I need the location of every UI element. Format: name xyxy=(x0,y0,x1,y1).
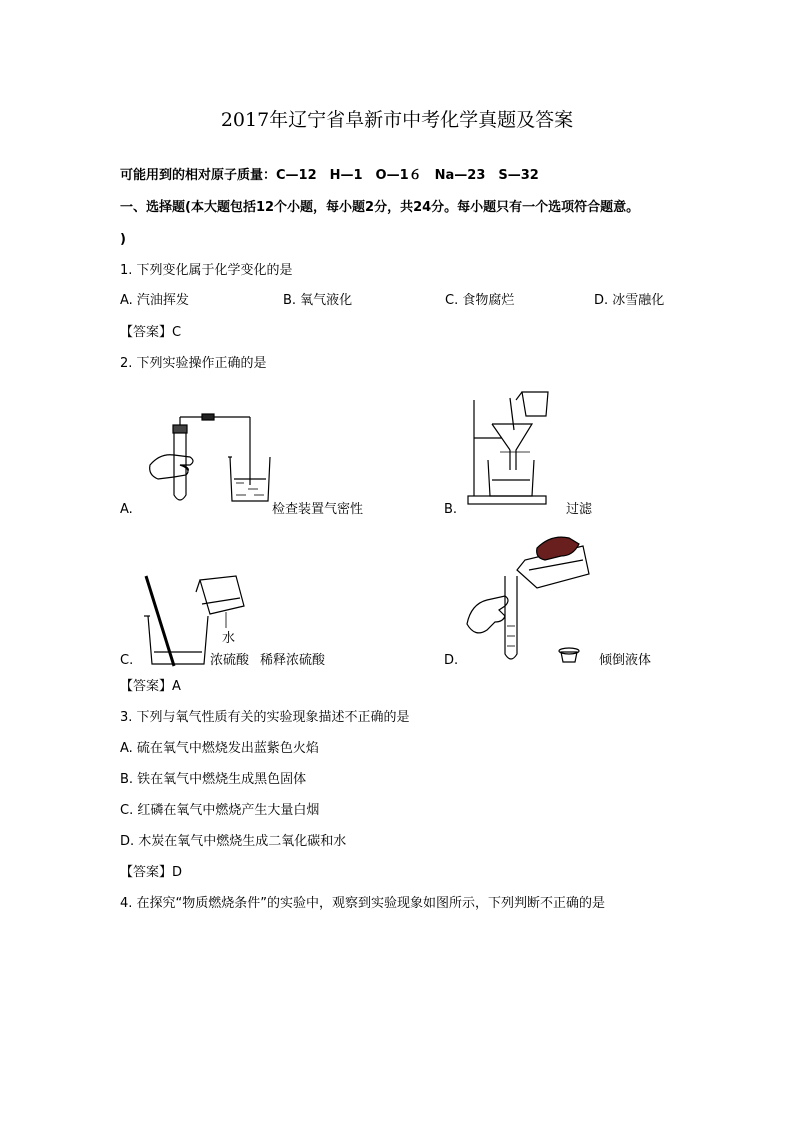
q3-answer: 【答案】D xyxy=(120,865,183,880)
figure-filtration xyxy=(460,390,550,510)
atomic-mass-line: 可能用到的相对原子质量：C—12 H—1 O—1６ Na—23 S—32 xyxy=(120,168,539,183)
section-heading-cont: ) xyxy=(120,232,126,247)
q2-answer: 【答案】A xyxy=(120,679,181,694)
q4-stem: 4. 在探究“物质燃烧条件”的实验中，观察到实验现象如图所示，下列判断不正确的是 xyxy=(120,896,606,911)
q2-option-d-letter: D. xyxy=(444,653,459,668)
q3-option-b: B. 铁在氧气中燃烧生成黑色固体 xyxy=(120,772,307,787)
section-heading: 一、选择题(本大题包括12个小题，每小题2分，共24分。每小题只有一个选项符合题意。 xyxy=(120,200,640,215)
q1-stem: 1. 下列变化属于化学变化的是 xyxy=(120,263,293,278)
q2-option-d-caption: 倾倒液体 xyxy=(599,653,652,668)
q2-option-c-acid-label: 浓硫酸 xyxy=(210,653,250,668)
q1-option-b: B. 氧气液化 xyxy=(283,293,353,308)
q3-option-d: D. 木炭在氧气中燃烧生成二氧化碳和水 xyxy=(120,834,347,849)
q3-option-c: C. 红磷在氧气中燃烧产生大量白烟 xyxy=(120,803,320,818)
q1-option-a: A. 汽油挥发 xyxy=(120,293,189,308)
q3-stem: 3. 下列与氧气性质有关的实验现象描述不正确的是 xyxy=(120,710,410,725)
q1-answer: 【答案】C xyxy=(120,325,182,340)
q2-option-c-letter: C. xyxy=(120,653,134,668)
q2-stem: 2. 下列实验操作正确的是 xyxy=(120,356,267,371)
figure-pouring-liquid xyxy=(465,530,595,665)
q2-option-b-letter: B. xyxy=(444,502,458,517)
q2-option-b-caption: 过滤 xyxy=(566,502,593,517)
q2-option-a-caption: 检查装置气密性 xyxy=(272,502,364,517)
q3-option-a: A. 硫在氧气中燃烧发出蓝紫色火焰 xyxy=(120,741,319,756)
figure-airtightness-check xyxy=(140,405,280,510)
q2-option-a-letter: A. xyxy=(120,502,133,517)
q2-option-c-water-label: 水 xyxy=(222,631,236,646)
q1-option-d: D. 冰雪融化 xyxy=(594,293,665,308)
q2-option-c-caption: 稀释浓硫酸 xyxy=(260,653,326,668)
q1-option-c: C. 食物腐烂 xyxy=(445,293,515,308)
page-title: 2017年辽宁省阜新市中考化学真题及答案 xyxy=(220,109,574,131)
